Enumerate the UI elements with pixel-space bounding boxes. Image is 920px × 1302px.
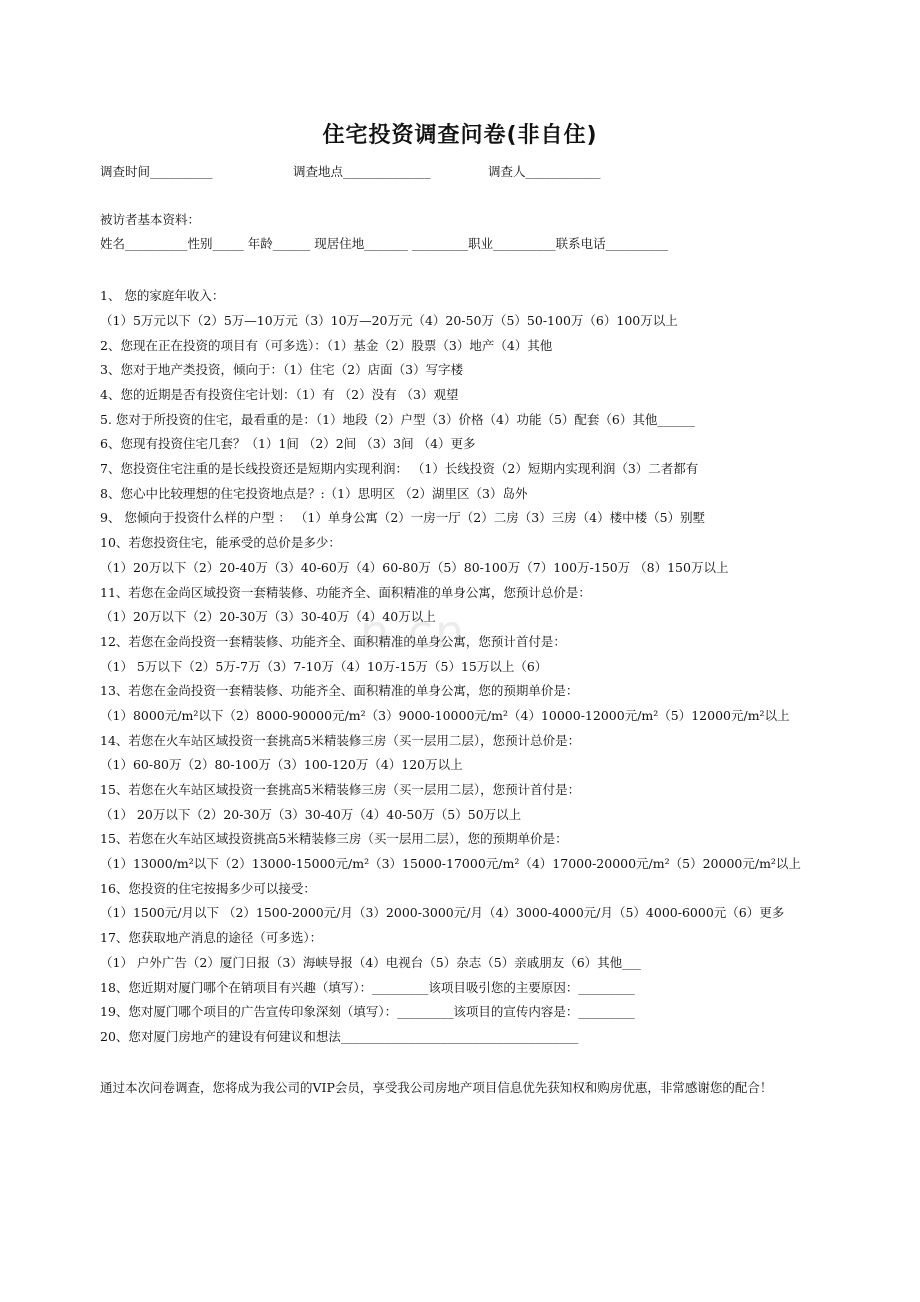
question-line: 18、您近期对厦门哪个在销项目有兴趣（填写）：_________该项目吸引您的主要原因：_________	[100, 980, 635, 995]
survey-time-field: 调查时间__________	[100, 164, 213, 179]
question-line: （1）20万以下（2）20-30万（3）30-40万（4）40万以上	[100, 609, 436, 624]
question-line: 16、您投资的住宅按揭多少可以接受：	[100, 881, 316, 896]
question-line: 20、您对厦门房地产的建设有何建议和想法______________________________________	[100, 1029, 579, 1044]
watermark-text: n.cn	[360, 605, 467, 659]
question-line: （1） 20万以下（2）20-30万（3）30-40万（4）40-50万（5）50万以上	[100, 807, 522, 822]
question-line: 2、您现在正在投资的项目有（可多选）：（1）基金（2）股票（3）地产（4）其他	[100, 338, 553, 353]
question-line: 13、若您在金尚投资一套精装修、功能齐全、面积精准的单身公寓，您的预期单价是：	[100, 683, 579, 698]
question-line: 15、若您在火车站区域投资一套挑高5米精装修三房（买一层用二层），您预计首付是：	[100, 782, 581, 797]
respondent-heading: 被访者基本资料：	[100, 212, 201, 227]
question-line: 14、若您在火车站区域投资一套挑高5米精装修三房（买一层用二层），您预计总价是：	[100, 733, 581, 748]
closing-note: 通过本次问卷调查，您将成为我公司的VIP会员，享受我公司房地产项目信息优先获知权和购房优惠，非常感谢您的配合！	[100, 1080, 773, 1095]
question-line: （1）8000元/m²以下（2）8000-90000元/m²（3）9000-10000元/m²（4）10000-12000元/m²（5）12000元/m²以上	[100, 708, 790, 723]
question-line: 4、您的近期是否有投资住宅计划：（1）有 （2）没有 （3）观望	[100, 387, 459, 402]
page-title: 住宅投资调查问卷(非自住)	[322, 123, 598, 148]
question-line: （1）1500元/月以下 （2）1500-2000元/月（3）2000-3000元/月（4）3000-4000元/月（5）4000-6000元（6）更多	[100, 905, 785, 920]
question-line: （1） 户外广告（2）厦门日报（3）海峡导报（4）电视台（5）杂志（5）亲戚朋友（6）其他___	[100, 955, 641, 970]
question-line: 9、 您倾向于投资什么样的户型 ： （1）单身公寓（2）一房一厅（2）二房（3）三房（4）楼中楼（5）别墅	[100, 510, 706, 525]
question-line: 19、您对厦门哪个项目的广告宣传印象深刻（填写）：_________该项目的宣传内容是：_________	[100, 1004, 635, 1019]
question-line: 7、您投资住宅注重的是长线投资还是短期内实现利润： （1）长线投资（2）短期内实现利润（3）二者都有	[100, 461, 699, 476]
question-line: 3、您对于地产类投资，倾向于：（1）住宅（2）店面（3）写字楼	[100, 362, 464, 377]
question-line: 12、若您在金尚投资一套精装修、功能齐全、面积精准的单身公寓，您预计首付是：	[100, 634, 566, 649]
question-line: 17、您获取地产消息的途径（可多选）：	[100, 930, 323, 945]
question-line: 6、您现有投资住宅几套？（1）1间 （2）2间 （3）3间 （4）更多	[100, 436, 476, 451]
question-line: 1、 您的家庭年收入：	[100, 288, 225, 303]
question-line: （1）5万元以下（2）5万—10万元（3）10万—20万元（4）20-50万（5）50-100万（6）100万以上	[100, 313, 678, 328]
respondent-fields: 姓名__________性别_____ 年龄______ 现居住地_______ _________职业__________联系电话__________	[100, 236, 669, 251]
question-line: 8、您心中比较理想的住宅投资地点是？:（1）思明区 （2）湖里区（3）岛外	[100, 486, 528, 501]
question-line: 11、若您在金尚区域投资一套精装修、功能齐全、面积精准的单身公寓，您预计总价是：	[100, 585, 591, 600]
question-line: （1）20万以下（2）20-40万（3）40-60万（4）60-80万（5）80-100万（7）100万-150万 （8）150万以上	[100, 560, 729, 575]
question-line: （1）60-80万（2）80-100万（3）100-120万（4）120万以上	[100, 757, 463, 772]
survey-place-field: 调查地点______________	[293, 164, 431, 179]
surveyor-field: 调查人____________	[488, 164, 601, 179]
question-line: 15、若您在火车站区域投资挑高5米精装修三房（买一层用二层），您的预期单价是：	[100, 831, 568, 846]
question-line: 10、若您投资住宅，能承受的总价是多少：	[100, 535, 341, 550]
question-line: 5. 您对于所投资的住宅，最看重的是：（1）地段（2）户型（3）价格（4）功能（5）配套（6）其他______	[100, 412, 695, 427]
question-line: （1）13000/m²以下（2）13000-15000元/m²（3）15000-17000元/m²（4）17000-20000元/m²（5）20000元/m²以上	[100, 856, 801, 871]
question-line: （1） 5万以下（2）5万-7万（3）7-10万（4）10万-15万（5）15万以上（6）	[100, 659, 548, 674]
